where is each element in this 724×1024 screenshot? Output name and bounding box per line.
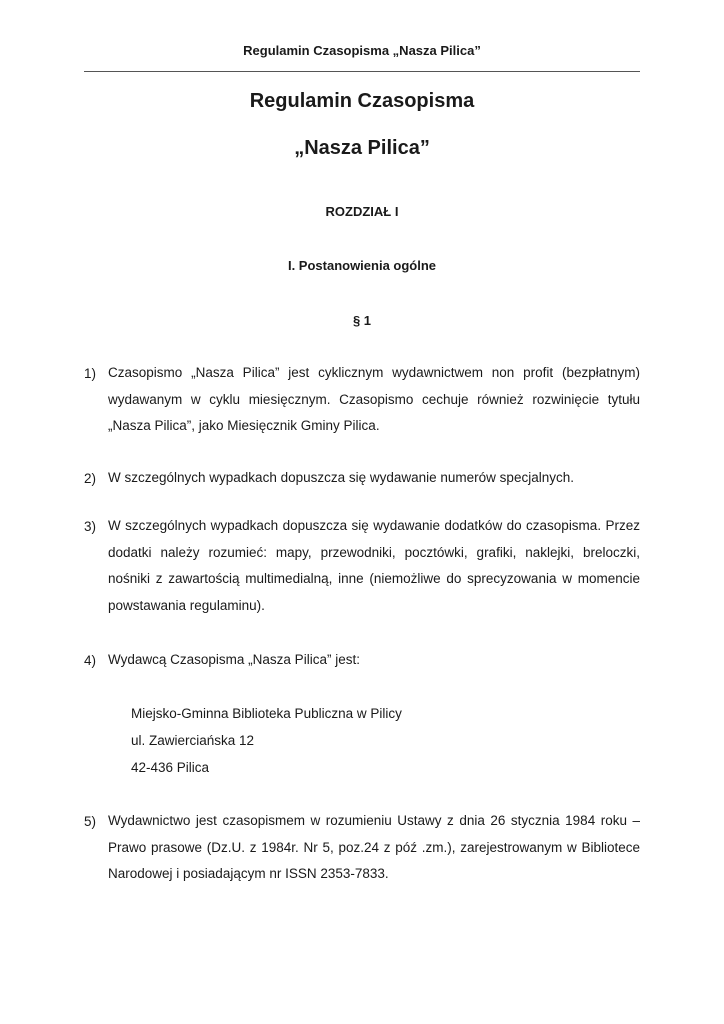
publisher-name: Miejsko-Gminna Biblioteka Publiczna w Pilicy — [131, 706, 402, 721]
list-item-number: 1) — [84, 366, 97, 381]
list-item-number: 5) — [84, 814, 97, 829]
section-heading: I. Postanowienia ogólne — [287, 258, 437, 273]
chapter-heading: ROZDZIAŁ I — [325, 204, 399, 219]
list-item — [84, 366, 640, 446]
list-item-number: 3) — [84, 519, 97, 534]
header-divider — [84, 71, 640, 72]
list-item — [84, 519, 640, 625]
list-item — [84, 814, 640, 894]
list-item-text: W szczególnych wypadkach dopuszcza się wydawanie numerów specjalnych. — [108, 470, 574, 485]
list-item-text: Wydawnictwo jest czasopismem w rozumieniu Ustawy z dnia 26 stycznia 1984 roku – Prawo prasowe (Dz.U. z 1984r. Nr 5, poz.24 z póź .zm.), zarejestrowanym w Bibliotece Narodowej i posiadającym nr ISSN 2353-7833. — [108, 813, 640, 881]
publisher-city: 42-436 Pilica — [131, 760, 210, 775]
list-item-number: 2) — [84, 471, 97, 486]
list-item-text: W szczególnych wypadkach dopuszcza się wydawanie dodatków do czasopisma. Przez dodatki należy rozumieć: mapy, przewodniki, pocztówki, grafiki, naklejki, breloczki, nośniki z zawartością multimedialną, inne (niemożliwe do sprecyzowania w momencie powstawania regulaminu). — [108, 518, 640, 613]
list-item-text: Wydawcą Czasopisma „Nasza Pilica” jest: — [108, 652, 360, 667]
list-item-number: 4) — [84, 653, 97, 668]
list-item — [84, 471, 640, 498]
publisher-street: ul. Zawierciańska 12 — [131, 733, 255, 748]
running-header: Regulamin Czasopisma „Nasza Pilica” — [243, 43, 481, 58]
document-title-line2: „Nasza Pilica” — [294, 137, 430, 159]
document-title-line1: Regulamin Czasopisma — [249, 90, 475, 112]
paragraph-sign: § 1 — [352, 313, 372, 328]
list-item — [84, 653, 640, 680]
list-item-text: Czasopismo „Nasza Pilica” jest cyklicznym wydawnictwem non profit (bezpłatnym) wydawanym w cyklu miesięcznym. Czasopismo cechuje również rozwinięcie tytułu „Nasza Pilica”, jako Miesięcznik Gminy Pilica. — [108, 365, 640, 433]
